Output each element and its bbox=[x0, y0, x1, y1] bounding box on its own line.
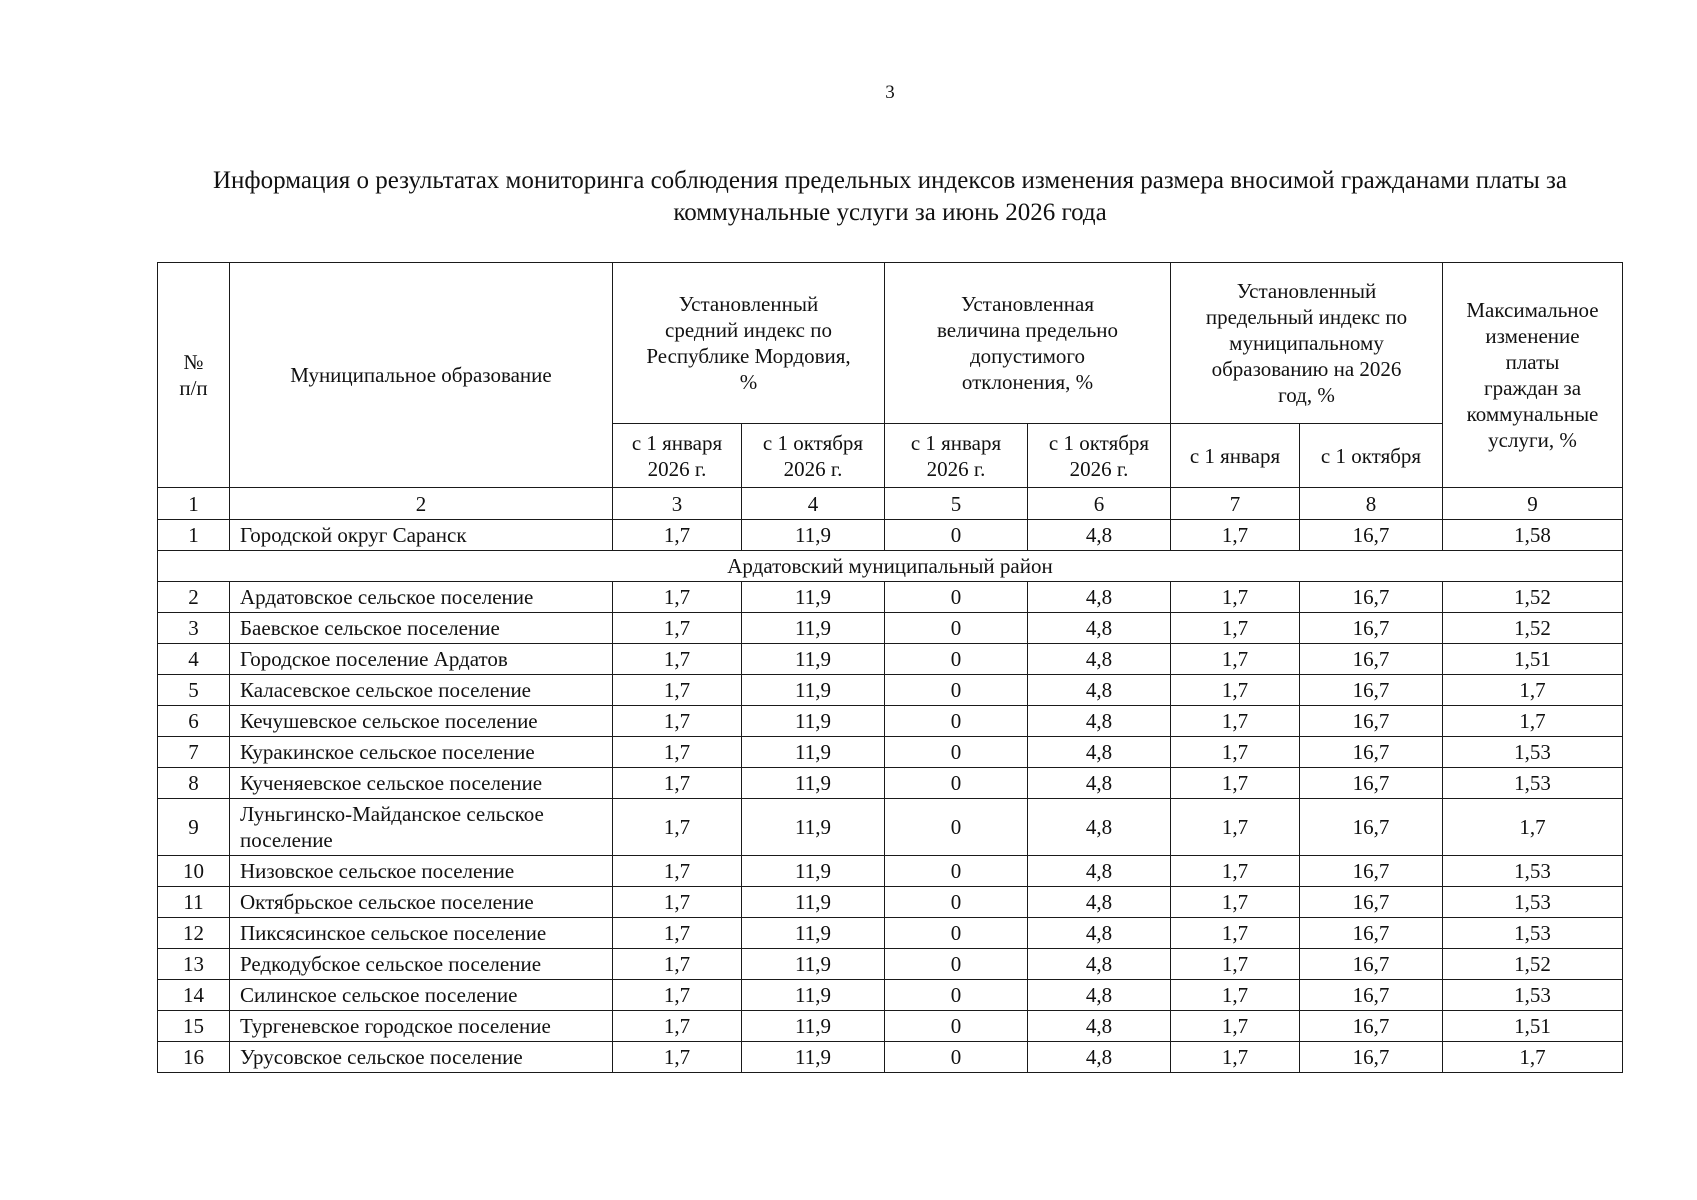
lim-jan-value: 1,7 bbox=[1171, 980, 1300, 1011]
header-avg-jan: с 1 января 2026 г. bbox=[613, 424, 742, 488]
municipality-name: Каласевское сельское поселение bbox=[230, 675, 613, 706]
lim-oct-value: 16,7 bbox=[1300, 613, 1443, 644]
row-number: 4 bbox=[158, 644, 230, 675]
column-number: 7 bbox=[1171, 488, 1300, 520]
avg-oct-value: 11,9 bbox=[742, 799, 885, 856]
dev-oct-value: 4,8 bbox=[1028, 799, 1171, 856]
max-change-value: 1,7 bbox=[1443, 675, 1623, 706]
avg-jan-value: 1,7 bbox=[613, 520, 742, 551]
row-number: 5 bbox=[158, 675, 230, 706]
lim-oct-value: 16,7 bbox=[1300, 887, 1443, 918]
dev-jan-value: 0 bbox=[885, 582, 1028, 613]
table-row bbox=[158, 737, 1623, 768]
municipality-name: Городской округ Саранск bbox=[230, 520, 613, 551]
dev-jan-value: 0 bbox=[885, 980, 1028, 1011]
municipality-name: Кученяевское сельское поселение bbox=[230, 768, 613, 799]
dev-oct-value: 4,8 bbox=[1028, 1011, 1171, 1042]
row-number: 2 bbox=[158, 582, 230, 613]
row-number: 14 bbox=[158, 980, 230, 1011]
avg-oct-value: 11,9 bbox=[742, 768, 885, 799]
avg-oct-value: 11,9 bbox=[742, 1011, 885, 1042]
document-title: Информация о результатах мониторинга соблюдения предельных индексов изменения размера вносимой гражданами платы за коммунальные услуги за июнь 2026 года bbox=[212, 167, 1568, 226]
avg-oct-value: 11,9 bbox=[742, 949, 885, 980]
column-numbers-row bbox=[158, 488, 1623, 520]
column-number: 9 bbox=[1443, 488, 1623, 520]
municipality-name: Урусовское сельское поселение bbox=[230, 1042, 613, 1073]
row-number: 7 bbox=[158, 737, 230, 768]
dev-oct-value: 4,8 bbox=[1028, 582, 1171, 613]
dev-jan-value: 0 bbox=[885, 644, 1028, 675]
municipality-name: Редкодубское сельское поселение bbox=[230, 949, 613, 980]
row-number: 6 bbox=[158, 706, 230, 737]
header-dev-jan: с 1 января 2026 г. bbox=[885, 424, 1028, 488]
lim-jan-value: 1,7 bbox=[1171, 613, 1300, 644]
dev-jan-value: 0 bbox=[885, 613, 1028, 644]
row-number: 13 bbox=[158, 949, 230, 980]
table-body bbox=[158, 488, 1623, 1073]
table-row bbox=[158, 706, 1623, 737]
max-change-value: 1,52 bbox=[1443, 613, 1623, 644]
table-row bbox=[158, 980, 1623, 1011]
avg-jan-value: 1,7 bbox=[613, 675, 742, 706]
max-change-value: 1,7 bbox=[1443, 799, 1623, 856]
page-number: 3 bbox=[885, 82, 895, 103]
table-row bbox=[158, 1042, 1623, 1073]
dev-jan-value: 0 bbox=[885, 887, 1028, 918]
dev-oct-value: 4,8 bbox=[1028, 644, 1171, 675]
avg-oct-value: 11,9 bbox=[742, 582, 885, 613]
lim-jan-value: 1,7 bbox=[1171, 1011, 1300, 1042]
lim-jan-value: 1,7 bbox=[1171, 949, 1300, 980]
header-municipality: Муниципальное образование bbox=[230, 263, 613, 488]
dev-jan-value: 0 bbox=[885, 520, 1028, 551]
avg-oct-value: 11,9 bbox=[742, 918, 885, 949]
lim-oct-value: 16,7 bbox=[1300, 918, 1443, 949]
avg-jan-value: 1,7 bbox=[613, 644, 742, 675]
dev-oct-value: 4,8 bbox=[1028, 918, 1171, 949]
avg-oct-value: 11,9 bbox=[742, 887, 885, 918]
avg-oct-value: 11,9 bbox=[742, 613, 885, 644]
avg-oct-value: 11,9 bbox=[742, 520, 885, 551]
max-change-value: 1,7 bbox=[1443, 1042, 1623, 1073]
header-dev-oct: с 1 октября 2026 г. bbox=[1028, 424, 1171, 488]
lim-jan-value: 1,7 bbox=[1171, 1042, 1300, 1073]
column-number: 6 bbox=[1028, 488, 1171, 520]
lim-jan-value: 1,7 bbox=[1171, 582, 1300, 613]
avg-jan-value: 1,7 bbox=[613, 856, 742, 887]
max-change-value: 1,53 bbox=[1443, 856, 1623, 887]
max-change-value: 1,52 bbox=[1443, 949, 1623, 980]
max-change-value: 1,51 bbox=[1443, 1011, 1623, 1042]
dev-oct-value: 4,8 bbox=[1028, 856, 1171, 887]
avg-oct-value: 11,9 bbox=[742, 1042, 885, 1073]
max-change-value: 1,51 bbox=[1443, 644, 1623, 675]
header-row-groups bbox=[158, 263, 1623, 424]
column-number: 4 bbox=[742, 488, 885, 520]
avg-jan-value: 1,7 bbox=[613, 582, 742, 613]
row-number: 8 bbox=[158, 768, 230, 799]
municipality-name: Городское поселение Ардатов bbox=[230, 644, 613, 675]
lim-jan-value: 1,7 bbox=[1171, 675, 1300, 706]
avg-jan-value: 1,7 bbox=[613, 918, 742, 949]
avg-jan-value: 1,7 bbox=[613, 1011, 742, 1042]
avg-jan-value: 1,7 bbox=[613, 706, 742, 737]
header-lim-oct: с 1 октября bbox=[1300, 424, 1443, 488]
dev-oct-value: 4,8 bbox=[1028, 520, 1171, 551]
table-row bbox=[158, 613, 1623, 644]
header-num: № п/п bbox=[158, 263, 230, 488]
row-number: 16 bbox=[158, 1042, 230, 1073]
section-title: Ардатовский муниципальный район bbox=[158, 551, 1623, 582]
municipality-name: Куракинское сельское поселение bbox=[230, 737, 613, 768]
row-number: 10 bbox=[158, 856, 230, 887]
avg-jan-value: 1,7 bbox=[613, 737, 742, 768]
lim-oct-value: 16,7 bbox=[1300, 706, 1443, 737]
max-change-value: 1,53 bbox=[1443, 768, 1623, 799]
avg-jan-value: 1,7 bbox=[613, 799, 742, 856]
municipality-name: Тургеневское городское поселение bbox=[230, 1011, 613, 1042]
header-average-index: Установленный средний индекс по Республике Мордовия, % bbox=[613, 263, 885, 424]
row-number: 11 bbox=[158, 887, 230, 918]
lim-oct-value: 16,7 bbox=[1300, 675, 1443, 706]
dev-jan-value: 0 bbox=[885, 737, 1028, 768]
dev-oct-value: 4,8 bbox=[1028, 768, 1171, 799]
max-change-value: 1,53 bbox=[1443, 737, 1623, 768]
header-max-change: Максимальное изменение платы граждан за коммунальные услуги, % bbox=[1443, 263, 1623, 488]
lim-jan-value: 1,7 bbox=[1171, 856, 1300, 887]
row-number: 1 bbox=[158, 520, 230, 551]
dev-jan-value: 0 bbox=[885, 918, 1028, 949]
lim-oct-value: 16,7 bbox=[1300, 1011, 1443, 1042]
avg-oct-value: 11,9 bbox=[742, 737, 885, 768]
header-lim-jan: с 1 января bbox=[1171, 424, 1300, 488]
dev-oct-value: 4,8 bbox=[1028, 1042, 1171, 1073]
table-row bbox=[158, 520, 1623, 551]
dev-jan-value: 0 bbox=[885, 856, 1028, 887]
column-number: 5 bbox=[885, 488, 1028, 520]
municipality-name: Октябрьское сельское поселение bbox=[230, 887, 613, 918]
avg-jan-value: 1,7 bbox=[613, 949, 742, 980]
dev-oct-value: 4,8 bbox=[1028, 949, 1171, 980]
table-row bbox=[158, 582, 1623, 613]
column-number: 8 bbox=[1300, 488, 1443, 520]
dev-jan-value: 0 bbox=[885, 799, 1028, 856]
lim-oct-value: 16,7 bbox=[1300, 737, 1443, 768]
table-row bbox=[158, 644, 1623, 675]
lim-jan-value: 1,7 bbox=[1171, 768, 1300, 799]
lim-jan-value: 1,7 bbox=[1171, 887, 1300, 918]
lim-oct-value: 16,7 bbox=[1300, 799, 1443, 856]
lim-oct-value: 16,7 bbox=[1300, 768, 1443, 799]
section-row bbox=[158, 551, 1623, 582]
lim-oct-value: 16,7 bbox=[1300, 856, 1443, 887]
row-number: 12 bbox=[158, 918, 230, 949]
lim-jan-value: 1,7 bbox=[1171, 799, 1300, 856]
header-deviation: Установленная величина предельно допустимого отклонения, % bbox=[885, 263, 1171, 424]
lim-oct-value: 16,7 bbox=[1300, 520, 1443, 551]
column-number: 2 bbox=[230, 488, 613, 520]
table-row bbox=[158, 768, 1623, 799]
column-number: 3 bbox=[613, 488, 742, 520]
max-change-value: 1,52 bbox=[1443, 582, 1623, 613]
column-number: 1 bbox=[158, 488, 230, 520]
lim-oct-value: 16,7 bbox=[1300, 644, 1443, 675]
dev-oct-value: 4,8 bbox=[1028, 737, 1171, 768]
table-row bbox=[158, 675, 1623, 706]
max-change-value: 1,53 bbox=[1443, 887, 1623, 918]
municipality-name: Силинское сельское поселение bbox=[230, 980, 613, 1011]
avg-oct-value: 11,9 bbox=[742, 675, 885, 706]
avg-oct-value: 11,9 bbox=[742, 856, 885, 887]
table-row bbox=[158, 949, 1623, 980]
header-avg-oct: с 1 октября 2026 г. bbox=[742, 424, 885, 488]
lim-jan-value: 1,7 bbox=[1171, 520, 1300, 551]
lim-jan-value: 1,7 bbox=[1171, 644, 1300, 675]
max-change-value: 1,53 bbox=[1443, 980, 1623, 1011]
dev-oct-value: 4,8 bbox=[1028, 887, 1171, 918]
max-change-value: 1,58 bbox=[1443, 520, 1623, 551]
municipality-name: Пиксясинское сельское поселение bbox=[230, 918, 613, 949]
avg-oct-value: 11,9 bbox=[742, 644, 885, 675]
avg-jan-value: 1,7 bbox=[613, 980, 742, 1011]
municipality-name: Ардатовское сельское поселение bbox=[230, 582, 613, 613]
max-change-value: 1,7 bbox=[1443, 706, 1623, 737]
dev-oct-value: 4,8 bbox=[1028, 980, 1171, 1011]
municipality-name: Низовское сельское поселение bbox=[230, 856, 613, 887]
municipality-name: Луньгинско-Майданское сельское поселение bbox=[230, 799, 613, 856]
avg-jan-value: 1,7 bbox=[613, 887, 742, 918]
dev-jan-value: 0 bbox=[885, 1011, 1028, 1042]
row-number: 3 bbox=[158, 613, 230, 644]
dev-jan-value: 0 bbox=[885, 768, 1028, 799]
lim-oct-value: 16,7 bbox=[1300, 582, 1443, 613]
lim-jan-value: 1,7 bbox=[1171, 918, 1300, 949]
row-number: 9 bbox=[158, 799, 230, 856]
table-row bbox=[158, 1011, 1623, 1042]
avg-oct-value: 11,9 bbox=[742, 980, 885, 1011]
lim-jan-value: 1,7 bbox=[1171, 737, 1300, 768]
row-number: 15 bbox=[158, 1011, 230, 1042]
monitoring-table bbox=[157, 262, 1623, 1073]
max-change-value: 1,53 bbox=[1443, 918, 1623, 949]
lim-oct-value: 16,7 bbox=[1300, 980, 1443, 1011]
dev-oct-value: 4,8 bbox=[1028, 613, 1171, 644]
avg-jan-value: 1,7 bbox=[613, 613, 742, 644]
dev-oct-value: 4,8 bbox=[1028, 706, 1171, 737]
municipality-name: Баевское сельское поселение bbox=[230, 613, 613, 644]
dev-jan-value: 0 bbox=[885, 706, 1028, 737]
header-limit-index: Установленный предельный индекс по муниципальному образованию на 2026 год, % bbox=[1171, 263, 1443, 424]
dev-oct-value: 4,8 bbox=[1028, 675, 1171, 706]
lim-oct-value: 16,7 bbox=[1300, 1042, 1443, 1073]
dev-jan-value: 0 bbox=[885, 675, 1028, 706]
dev-jan-value: 0 bbox=[885, 949, 1028, 980]
avg-jan-value: 1,7 bbox=[613, 1042, 742, 1073]
lim-jan-value: 1,7 bbox=[1171, 706, 1300, 737]
dev-jan-value: 0 bbox=[885, 1042, 1028, 1073]
table-row bbox=[158, 887, 1623, 918]
lim-oct-value: 16,7 bbox=[1300, 949, 1443, 980]
table-row bbox=[158, 856, 1623, 887]
table-row bbox=[158, 799, 1623, 856]
municipality-name: Кечушевское сельское поселение bbox=[230, 706, 613, 737]
table-row bbox=[158, 918, 1623, 949]
avg-oct-value: 11,9 bbox=[742, 706, 885, 737]
avg-jan-value: 1,7 bbox=[613, 768, 742, 799]
